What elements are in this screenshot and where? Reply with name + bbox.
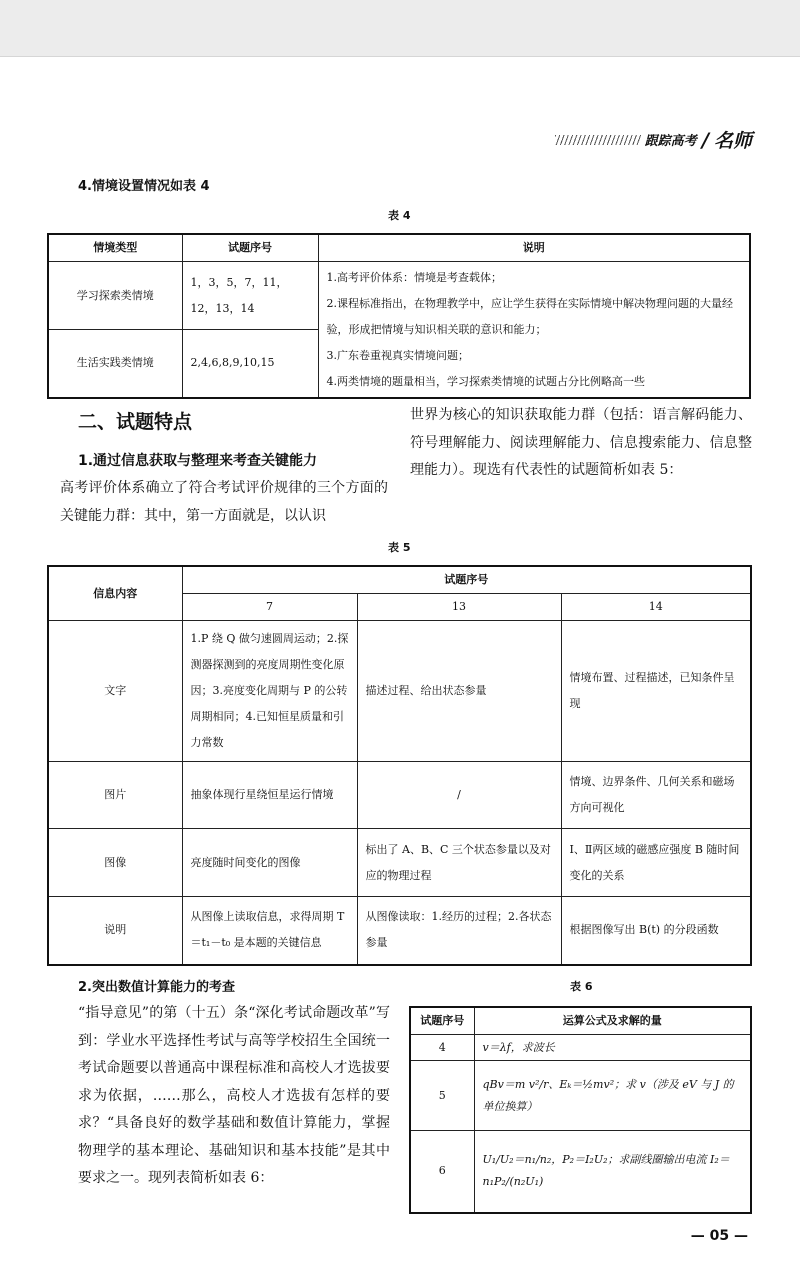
table6-header: 运算公式及求解的量 xyxy=(474,1007,751,1035)
table6-formula: qBv＝m v²/r、Eₖ＝½mv²；求 v（涉及 eV 与 J 的单位换算） xyxy=(474,1061,751,1131)
section-4-heading: 4.情境设置情况如表 4 xyxy=(78,179,210,194)
table5-cell: 亮度随时间变化的图像 xyxy=(182,829,357,897)
hatch-decoration xyxy=(555,135,641,145)
table6-formula: v＝λf，求波长 xyxy=(474,1035,751,1061)
table4-header: 说明 xyxy=(318,234,750,262)
table5-num: 13 xyxy=(357,594,561,621)
table5-cell: 1.P 绕 Q 做匀速圆周运动；2.探测器探测到的亮度周期性变化原因；3.亮度变化周期与 P 的公转周期相同；4.已知恒星质量和引力常数 xyxy=(182,621,357,762)
table5-cell: 标出了 A、B、C 三个状态参量以及对应的物理过程 xyxy=(357,829,561,897)
table4-note: 3.广东卷重视真实情境问题； xyxy=(326,349,469,362)
table5-row-label: 图像 xyxy=(48,829,182,897)
subsection-1-title: 1.通过信息获取与整理来考查关键能力 xyxy=(78,453,318,469)
table4-caption: 表 4 xyxy=(388,209,411,222)
table-6 xyxy=(409,1006,752,1214)
column-separator: / xyxy=(701,127,709,152)
table4-type: 学习探索类情境 xyxy=(48,262,182,330)
table5-cell: 抽象体现行星绕恒星运行情境 xyxy=(182,762,357,829)
paragraph-2: “指导意见”的第（十五）条“深化考试命题改革”写到：学业水平选择性考试与高等学校招生全国统一考试命题要以普通高中课程标准和高校人才选拔要求为依据，……那么，高校人才选拔有怎样的要求？“具备良好的数学基础和数值计算能力，掌握物理学的基本理论、基础知识和基本技能”是其中要求之一。现列表简析如表 6： xyxy=(78,1005,390,1186)
table6-num: 6 xyxy=(410,1131,474,1213)
table-5 xyxy=(47,565,752,966)
top-bar xyxy=(0,0,800,57)
table5-cell: Ⅰ、Ⅱ两区域的磁感应强度 B 随时间变化的关系 xyxy=(561,829,751,897)
table-4 xyxy=(47,233,751,399)
table5-cell: 情境布置、过程描述，已知条件呈现 xyxy=(561,621,751,762)
section-2-title: 二、试题特点 xyxy=(78,411,193,433)
table5-cell: / xyxy=(357,762,561,829)
table4-items: 2,4,6,8,9,10,15 xyxy=(182,330,318,398)
table5-row-label: 说明 xyxy=(48,897,182,965)
table4-notes xyxy=(318,262,750,398)
table5-cell: 从图像上读取信息，求得周期 T＝t₁－t₀ 是本题的关键信息 xyxy=(182,897,357,965)
table4-note: 1.高考评价体系：情境是考查载体； xyxy=(326,271,502,284)
table5-row-label: 图片 xyxy=(48,762,182,829)
table5-cell: 描述过程、给出状态参量 xyxy=(357,621,561,762)
table6-header: 试题序号 xyxy=(410,1007,474,1035)
table4-note: 4.两类情境的题量相当，学习探索类情境的试题占分比例略高一些 xyxy=(326,375,645,388)
table5-row-label: 文字 xyxy=(48,621,182,762)
table5-num: 7 xyxy=(182,594,357,621)
table4-note: 2.课程标准指出，在物理教学中，应让学生获得在实际情境中解决物理问题的大量经验，形成把情境与知识相关联的意识和能力； xyxy=(326,297,733,336)
table5-num: 14 xyxy=(561,594,751,621)
column-header xyxy=(555,126,752,153)
table4-type: 生活实践类情境 xyxy=(48,330,182,398)
table5-cell: 从图像读取：1.经历的过程；2.各状态参量 xyxy=(357,897,561,965)
table5-cell: 情境、边界条件、几何关系和磁场方向可视化 xyxy=(561,762,751,829)
table4-header: 情境类型 xyxy=(48,234,182,262)
paragraph-1-right: 世界为核心的知识获取能力群（包括：语言解码能力、符号理解能力、阅读理解能力、信息搜索能力、信息整理能力）。现选有代表性的试题简析如表 5： xyxy=(410,407,752,478)
table5-caption: 表 5 xyxy=(388,541,411,554)
table5-info-header: 信息内容 xyxy=(48,566,182,621)
table6-num: 4 xyxy=(410,1035,474,1061)
table4-header: 试题序号 xyxy=(182,234,318,262)
table4-items: 1，3，5，7，11，12，13，14 xyxy=(182,262,318,330)
page-number: — 05 — xyxy=(690,1228,748,1244)
table6-formula: U₁/U₂＝n₁/n₂，P₂＝I₂U₂；求副线圈输出电流 I₂＝n₁P₂/(n₂U₁) xyxy=(474,1131,751,1213)
table5-group-header: 试题序号 xyxy=(182,566,751,594)
table6-num: 5 xyxy=(410,1061,474,1131)
paragraph-1-left: 高考评价体系确立了符合考试评价规律的三个方面的关键能力群：其中，第一方面就是，以认识 xyxy=(60,480,388,524)
table6-caption: 表 6 xyxy=(570,980,593,993)
column-subtitle: 跟踪高考 xyxy=(644,134,697,149)
table5-cell: 根据图像写出 B(t) 的分段函数 xyxy=(561,897,751,965)
column-title: 名师 xyxy=(713,130,752,152)
subsection-2-title: 2.突出数值计算能力的考查 xyxy=(78,980,235,995)
